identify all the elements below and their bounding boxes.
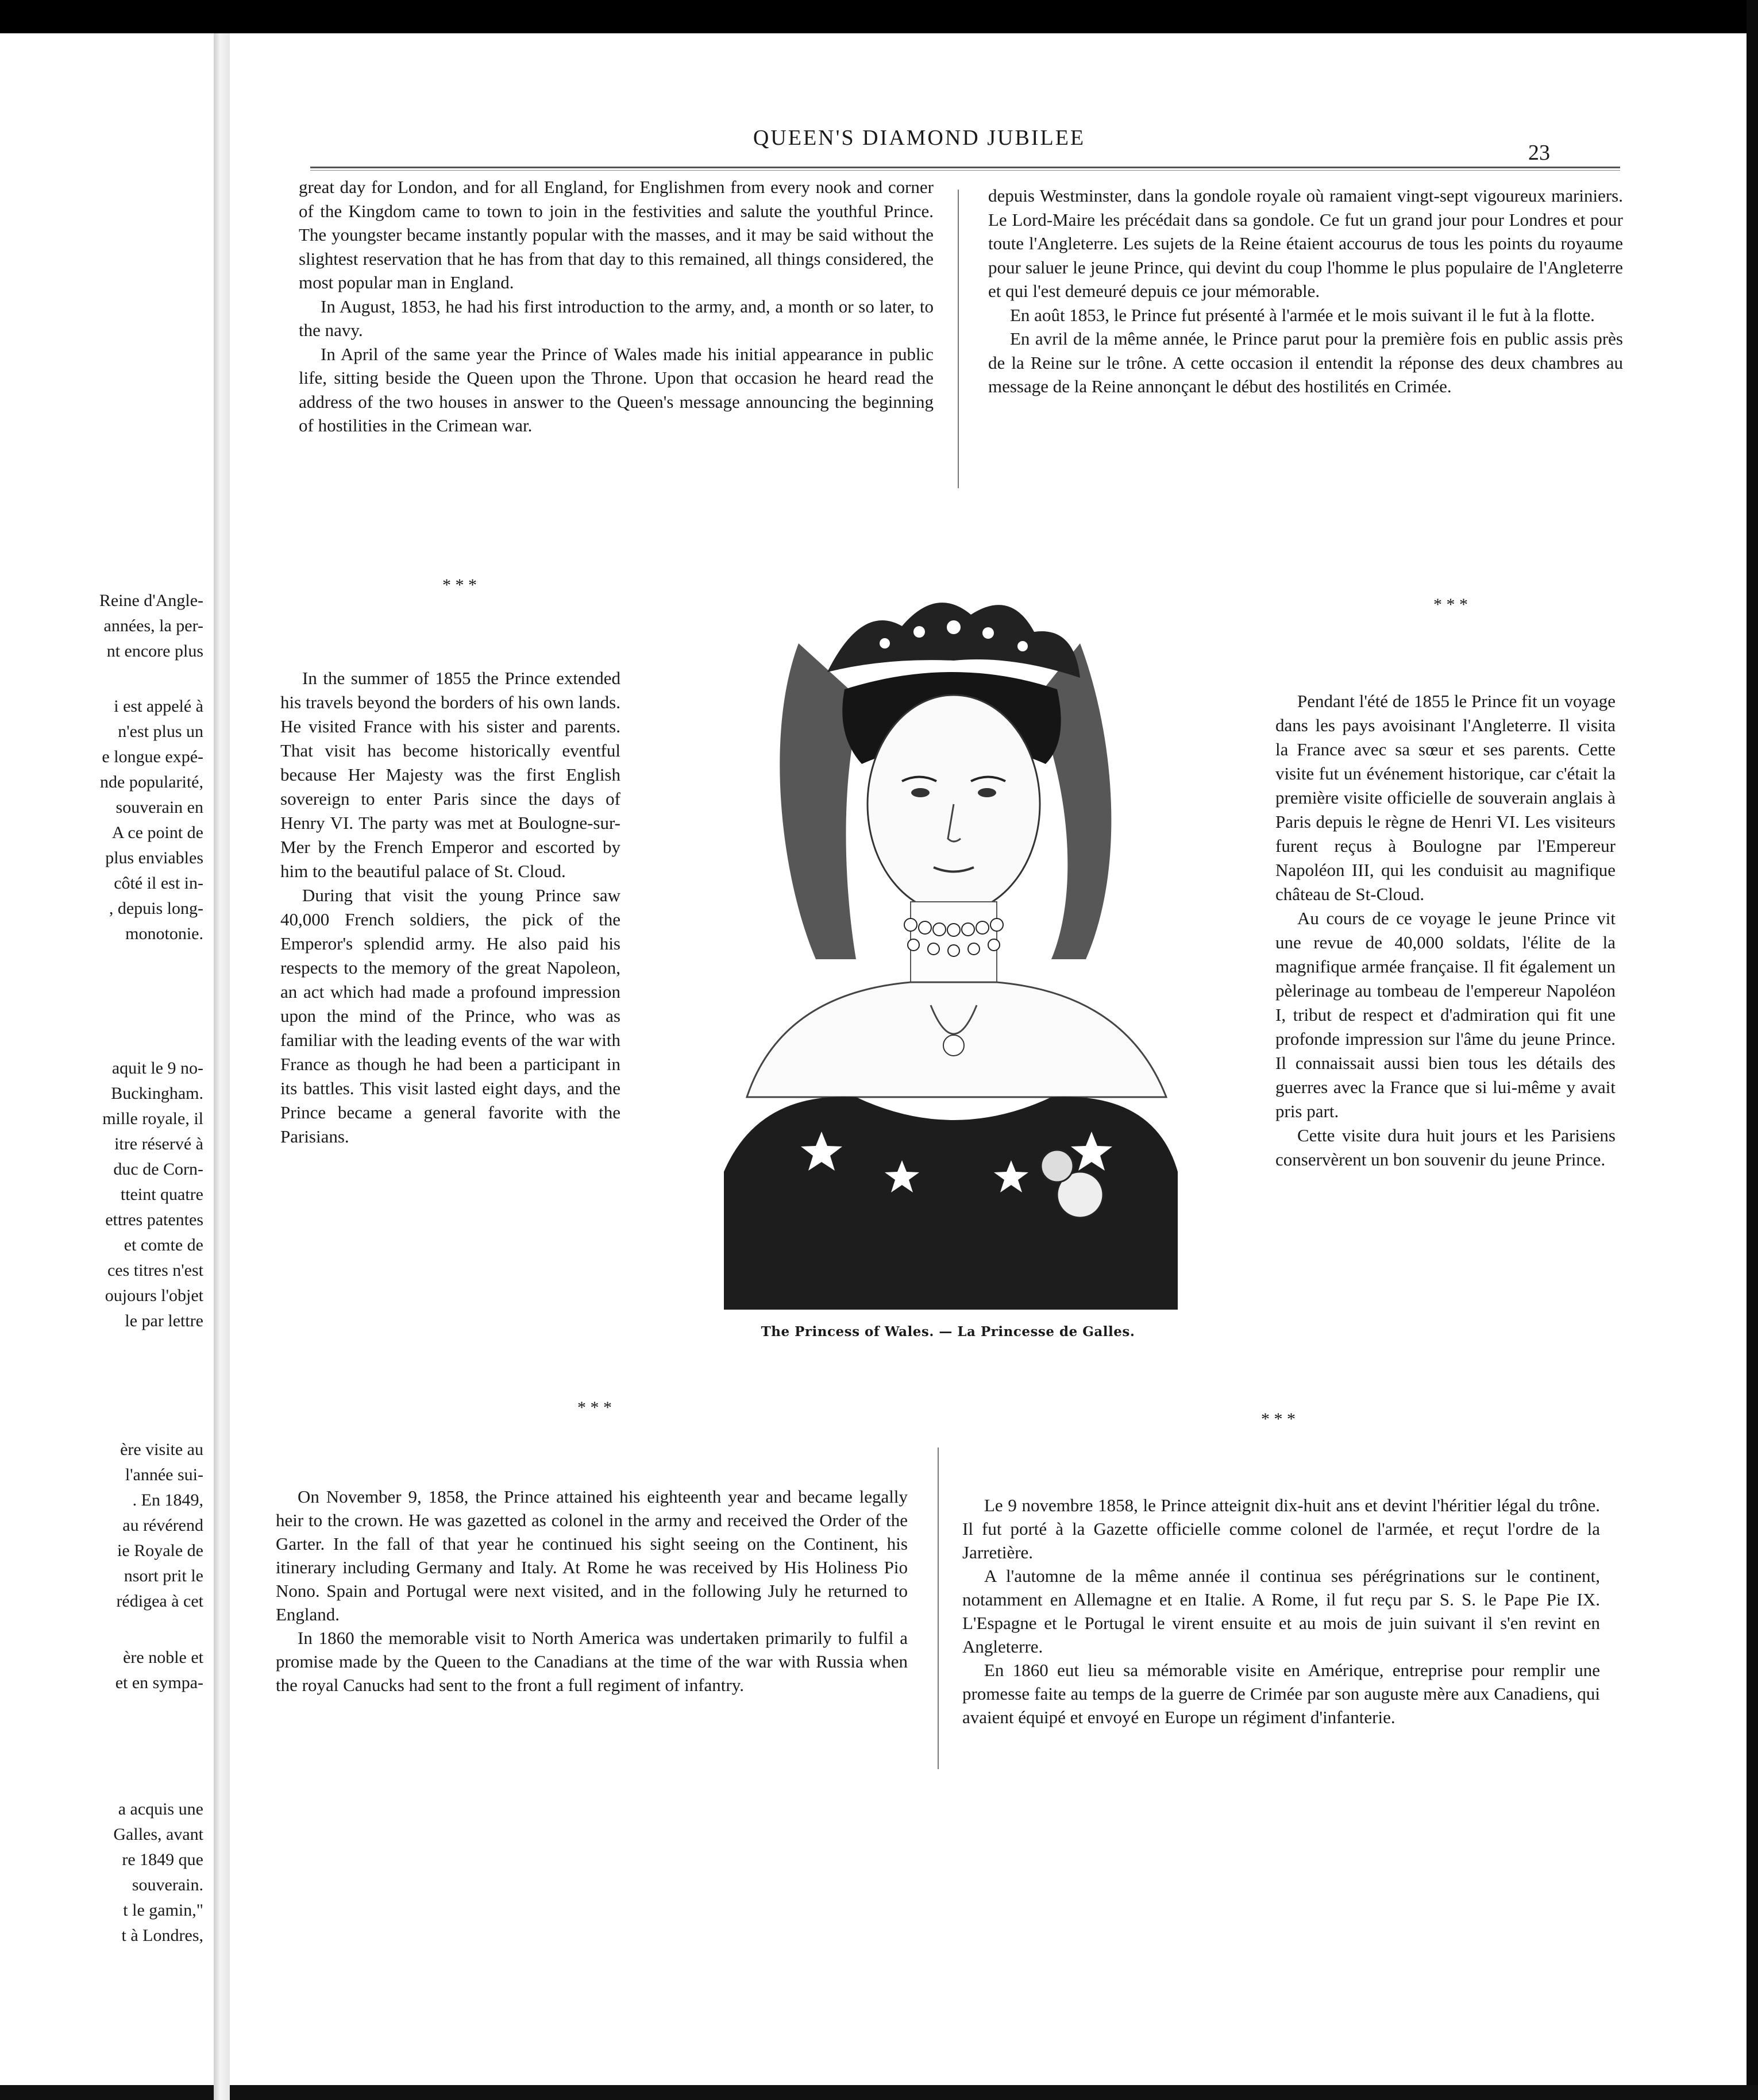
fragment: ettres patentes <box>105 1210 203 1229</box>
fragment: e longue expé- <box>102 747 203 766</box>
fragment: et comte de <box>124 1236 203 1254</box>
section-asterism: * * * <box>577 1398 612 1417</box>
paragraph: In April of the same year the Prince of Wales made his initial appearance in public life, sitting beside the Queen upon the Throne. Upon that occasion he heard read the address of the two houses in answer to the Queen's message announcing the beginning of hostilities in the Crimean war. <box>299 343 934 435</box>
middle-english-column <box>280 666 620 1149</box>
running-header-title: QUEEN'S DIAMOND JUBILEE <box>753 126 1086 150</box>
fragment: rédigea à cet <box>116 1592 203 1611</box>
paragraph: During that visit the young Prince saw 40,000 French soldiers, the pick of the Emperor's splendid army. He also paid his respects to the memory of the great Napoleon, an act which had made a profound impression upon the mind of the Prince, who was as familiar with the leading events of the war with France as though he had been a participant in its battles. This visit lasted eight days, and the Prince became a general favorite with the Parisians. <box>280 885 620 1146</box>
fragment: a acquis une <box>118 1800 203 1819</box>
paragraph: A l'automne de la même année il continua ses pérégrinations sur le continent, notamment en Allemagne et en Italie. A Rome, il fut reçu par S. S. le Pape Pie IX. L'Espagne et le Portugal le virent ensuite et au mois de juin suivant il s'en revint en Angleterre. <box>962 1566 1600 1657</box>
paragraph: Au cours de ce voyage le jeune Prince vit une revue de 40,000 soldats, l'élite de la magnifique armée française. Il fit également un pèlerinage au tombeau de l'empereur Napoléon I, tribut de respect et d'admiration qui fit une profonde impression sur l'âme du jeune Prince. Il connaissait aussi bien tous les détails des guerres avec la France que si lui-même y avait pris part. <box>1275 908 1616 1121</box>
fragment: ces titres n'est <box>107 1261 203 1280</box>
scan-right-border <box>1747 0 1758 2100</box>
section-asterism: * * * <box>442 576 477 595</box>
fragment: ie Royale de <box>117 1541 203 1560</box>
bottom-french-column <box>962 1493 1600 1729</box>
paragraph: great day for London, and for all England, for Englishmen from every nook and corner of the Kingdom came to town to join in the festivities and salute the youthful Prince. The youngster became instantly popular with the masses, and it may be said without the slightest reservation that he has from that day to this remained, all things considered, the most popular man in England. <box>299 177 934 292</box>
fragment: nsort prit le <box>124 1566 203 1585</box>
fragment: Reine d'Angle- <box>99 591 203 610</box>
fragment: . En 1849, <box>132 1491 203 1510</box>
top-english-column <box>299 175 934 438</box>
scan-top-border <box>0 0 1758 33</box>
fragment: oujours l'objet <box>105 1286 203 1305</box>
fragment: itre réservé à <box>114 1134 203 1153</box>
fragment: nt encore plus <box>106 642 203 661</box>
fragment: l'année sui- <box>125 1465 203 1484</box>
paragraph: In 1860 the memorable visit to North America was undertaken primarily to fulfil a promise made by the Queen to the Canadians at the time of the war with Russia when the royal Canucks had sent to the front a full regiment of infantry. <box>276 1628 908 1695</box>
bottom-english-column <box>276 1485 908 1697</box>
paragraph: Le 9 novembre 1858, le Prince atteignit dix-huit ans et devint l'héritier légal du trône. Il fut porté à la Gazette officielle comme colonel de l'armée, et reçut l'ordre de la Jarretière. <box>962 1495 1600 1562</box>
top-french-column <box>988 184 1623 399</box>
fragment: Galles, avant <box>113 1825 203 1844</box>
fragment: côté il est in- <box>114 874 203 893</box>
fragment: A ce point de <box>111 823 203 842</box>
fragment: nde popularité, <box>100 773 203 792</box>
fragment: Buckingham. <box>111 1084 203 1103</box>
page-number: 23 <box>1528 141 1550 165</box>
paragraph: En août 1853, le Prince fut présenté à l'armée et le mois suivant il le fut à la flotte. <box>1010 304 1595 325</box>
fragment: souverain. <box>132 1875 203 1894</box>
header-rule <box>310 167 1620 168</box>
fragment: et en sympa- <box>115 1673 203 1692</box>
fragment: mille royale, il <box>102 1109 203 1128</box>
fragment: monotonie. <box>125 924 203 943</box>
portrait-caption: The Princess of Wales. — La Princesse de Galles. <box>761 1324 1135 1339</box>
fragment: ère noble et <box>123 1648 203 1667</box>
fragment: tteint quatre <box>120 1185 203 1204</box>
fragment: n'est plus un <box>118 722 203 741</box>
princess-of-wales-portrait <box>712 592 1189 1327</box>
fragment: duc de Corn- <box>113 1160 203 1179</box>
header-rule <box>310 170 1620 171</box>
paragraph: In the summer of 1855 the Prince extended his travels beyond the borders of his own lands. He visited France with his sister and parents. That visit has become historically eventful because Her Majesty was the first English sovereign to enter Paris since the days of Henry VI. The party was met at Boulogne-sur-Mer by the French Emperor and escorted by him to the beautiful palace of St. Cloud. <box>280 668 620 881</box>
section-asterism: * * * <box>1261 1410 1296 1429</box>
previous-page-strip <box>0 33 214 2084</box>
scan-bottom-border <box>0 2085 1758 2100</box>
fragment: i est appelé à <box>114 697 203 716</box>
middle-french-column <box>1275 689 1616 1172</box>
paragraph: In August, 1853, he had his first introduction to the army, and, a month or so later, to the navy. <box>299 296 934 340</box>
fragment: ère visite au <box>120 1440 203 1459</box>
fragment: années, la per- <box>103 616 203 635</box>
section-asterism: * * * <box>1433 595 1468 614</box>
fragment: re 1849 que <box>122 1850 203 1869</box>
fragment: , depuis long- <box>109 899 203 918</box>
paragraph: En avril de la même année, le Prince parut pour la première fois en public assis près de la Reine sur le trône. A cette occasion il entendit la réponse des deux chambres au message de la Reine annonçant le début des hostilités en Crimée. <box>988 329 1623 396</box>
column-divider <box>938 1447 939 1769</box>
fragment: souverain en <box>115 798 203 817</box>
fragment: aquit le 9 no- <box>111 1059 203 1078</box>
fragment: au révérend <box>122 1516 203 1535</box>
fragment: plus enviables <box>105 848 203 867</box>
fragment: t à Londres, <box>121 1926 203 1945</box>
paragraph: depuis Westminster, dans la gondole royale où ramaient vingt-sept vigoureux mariniers. Le Lord-Maire les précédait dans sa gondole. Ce fut un grand jour pour Londres et pour toute l'Angleterre. Les sujets de la Reine étaient accourus de tous les points du royaume pour saluer le jeune Prince, qui devint du coup l'homme le plus populaire de l'Angleterre et qui l'est demeuré depuis ce jour mémorable. <box>988 186 1623 301</box>
column-divider <box>958 190 959 488</box>
book-gutter <box>214 33 230 2100</box>
fragment: t le gamin," <box>123 1901 203 1920</box>
paragraph: Pendant l'été de 1855 le Prince fit un voyage dans les pays avoisinant l'Angleterre. Il visita la France avec sa sœur et ses parents. Cette visite fut un événement historique, car c'était la première visite officielle de souverain anglais à Paris depuis le règne de Henri VI. Les visiteurs furent reçus à Boulogne par l'Empereur Napoléon III, qui les conduisit au magnifique château de St-Cloud. <box>1275 691 1616 904</box>
paragraph: On November 9, 1858, the Prince attained his eighteenth year and became legally heir to the crown. He was gazetted as colonel in the army and received the Order of the Garter. In the fall of that year he continued his sight seeing on the Continent, his itinerary including Germany and Italy. At Rome he was received by His Holiness Pio Nono. Spain and Portugal were next visited, and in the following July he returned to England. <box>276 1487 908 1624</box>
paragraph: En 1860 eut lieu sa mémorable visite en Amérique, entreprise pour remplir une promesse faite au temps de la guerre de Crimée par son auguste mère aux Canadiens, qui avaient équipé et envoyé en Europe un régiment d'infanterie. <box>962 1660 1600 1727</box>
paragraph: Cette visite dura huit jours et les Parisiens conservèrent un bon souvenir du jeune Prince. <box>1275 1125 1616 1169</box>
fragment: le par lettre <box>125 1311 203 1330</box>
